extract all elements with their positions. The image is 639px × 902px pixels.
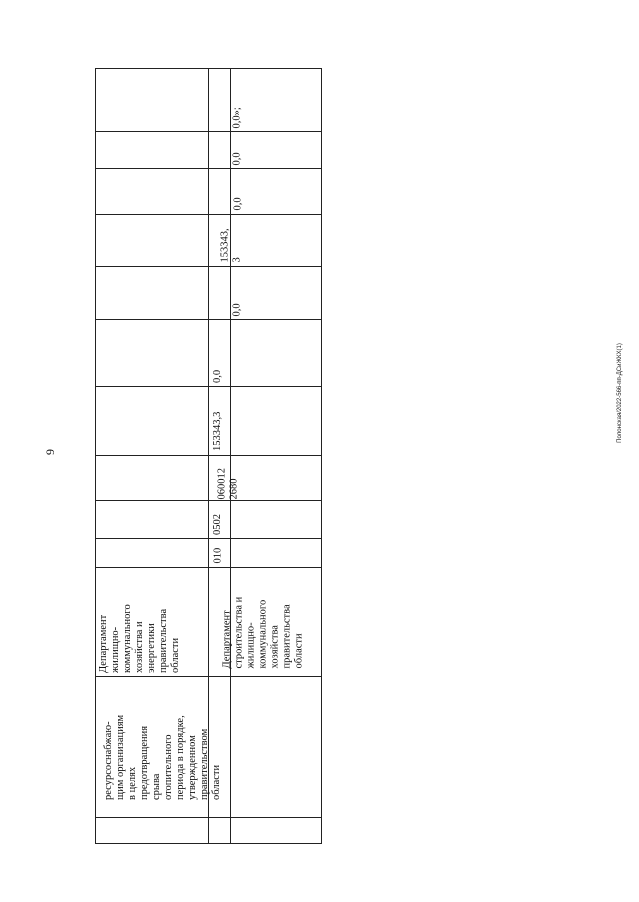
cell-row2-section: 0502 — [212, 514, 223, 535]
cell-row2-year3: 153343, 3 — [219, 228, 243, 263]
cell-row2-executor: Департамент строительства и жилищно- коммунального хозяйства правительства области — [221, 596, 305, 669]
cell-row2-total: 153343,3 — [212, 411, 223, 451]
cell-row2-year6: 0,0»; — [231, 107, 243, 129]
cell-row2-year1: 0,0 — [212, 369, 223, 383]
cell-row2-year2: 0,0 — [231, 303, 243, 317]
cell-row1-executor: Департамент жилищно- коммунального хозяйства и энергетики правительства области — [98, 604, 181, 673]
cell-row2-year4: 0,0 — [232, 197, 244, 211]
page-number: 9 — [43, 449, 57, 455]
cell-row1-description: ресурсоснабжаю- щим организациям в целях предотвращения срыва отопительного периода в порядке, утвержденном правительством области — [103, 714, 222, 800]
cell-row2-grbs: 010 — [212, 547, 224, 564]
cell-row2-year5: 0,0 — [231, 152, 243, 166]
document-reference-note: Полонская/2022-566-пп-ДСиЖКХ(1) — [617, 343, 623, 443]
cell-row2-target-article: 060012 2680 — [216, 468, 240, 500]
